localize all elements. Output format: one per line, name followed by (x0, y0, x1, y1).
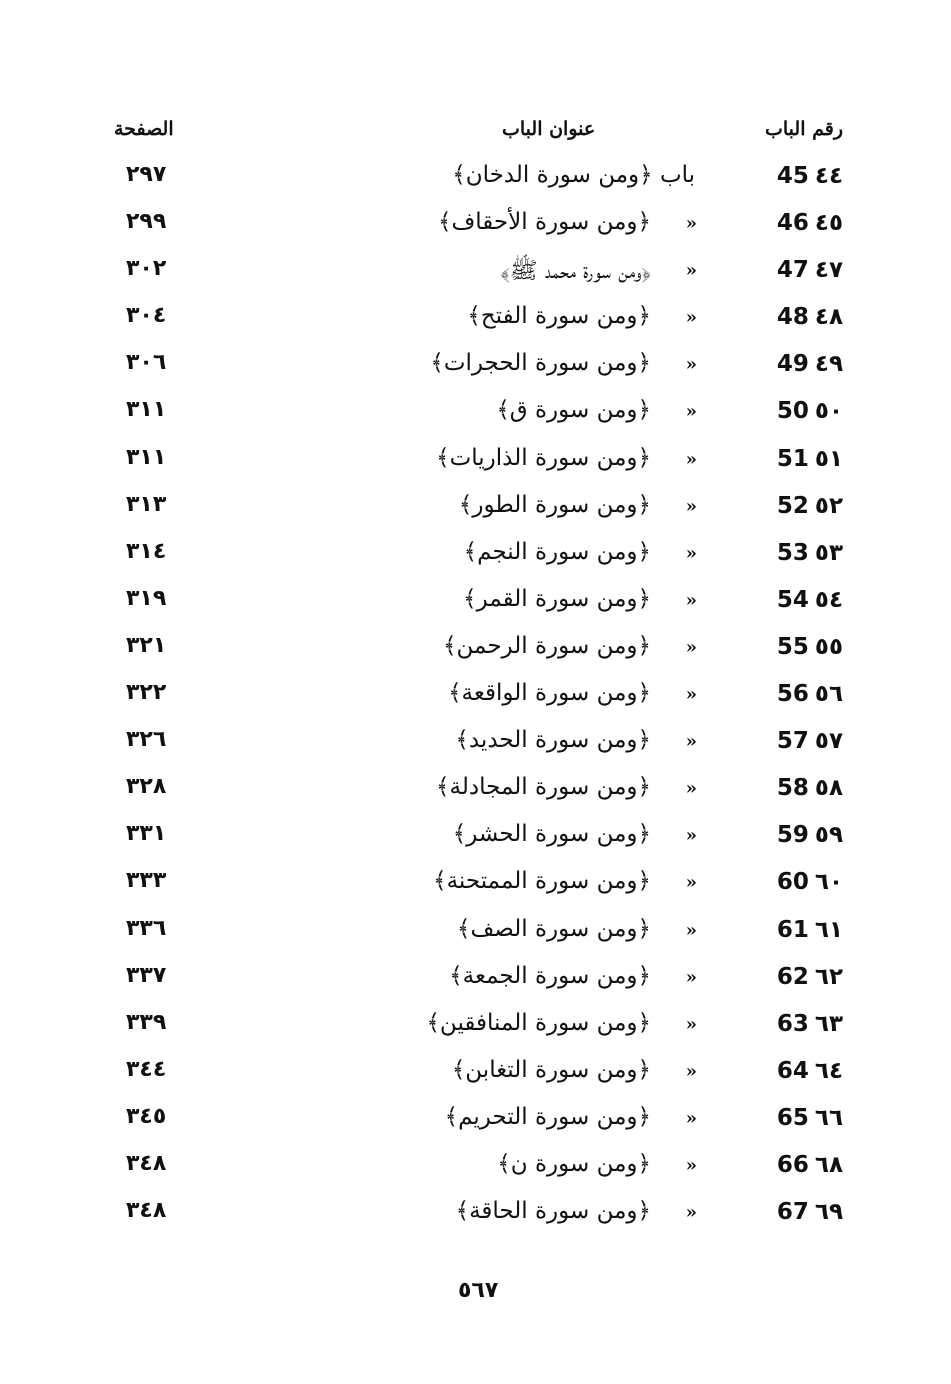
table-row (0, 580, 951, 627)
chapter-number-arabic: ٥٣ (814, 539, 843, 566)
chapter-title: ﴿ومن سورة الطور﴾ (458, 491, 651, 518)
ditto-mark: « (685, 213, 697, 235)
chapter-number (777, 1104, 843, 1131)
page-number: ٢٩٩ (126, 209, 167, 235)
chapter-number (777, 397, 843, 424)
ditto-mark: « (685, 1060, 697, 1082)
chapter-number-arabic: ٦٩ (814, 1199, 843, 1226)
page-number: ٣٠٤ (126, 303, 167, 329)
chapter-number-arabic: ٦١ (814, 916, 843, 943)
chapter-number-latin: 49 (776, 351, 809, 378)
chapter-number-arabic: ٥٢ (814, 492, 843, 519)
chapter-number (777, 303, 843, 330)
chapter-title: ﴿ومن سورة الرحمن﴾ (443, 632, 651, 659)
ditto-mark: « (685, 401, 697, 423)
ditto-mark: « (685, 731, 697, 753)
page-number: ٣٤٤ (126, 1056, 167, 1082)
footer-page-number: ٥٦٧ (458, 1278, 499, 1303)
chapter-number-latin: 55 (776, 633, 809, 660)
table-row (0, 1192, 951, 1239)
chapter-title: ﴿ومن سورة التحريم﴾ (444, 1103, 651, 1130)
ditto-mark: « (685, 448, 697, 470)
ditto-mark: « (685, 495, 697, 517)
chapter-number-latin: 47 (776, 257, 809, 284)
table-header (0, 118, 951, 148)
chapter-number (777, 539, 843, 566)
ditto-mark: « (685, 1107, 697, 1129)
chapter-number-latin: 58 (776, 775, 809, 802)
table-row (0, 957, 951, 1004)
page-number: ٣٢٢ (126, 680, 167, 706)
chapter-number (777, 963, 843, 990)
page-number: ٣٢٦ (126, 727, 167, 753)
chapter-title: ﴿ومن سورة الممتحنة﴾ (433, 868, 651, 895)
chapter-number-latin: 62 (776, 963, 809, 990)
table-row (0, 627, 951, 674)
table-row (0, 721, 951, 768)
chapter-number-latin: 50 (776, 398, 809, 425)
chapter-title: باب ﴿ومن سورة الدخان﴾ (452, 162, 695, 188)
header-page: الصفحة (114, 118, 174, 140)
chapter-number-arabic: ٥٩ (814, 822, 843, 849)
chapter-number (777, 680, 843, 707)
chapter-number (777, 162, 843, 189)
page-number: ٣١٤ (126, 538, 167, 564)
chapter-number (777, 256, 843, 283)
chapter-title: ﴿ومن سورة الواقعة﴾ (448, 680, 651, 707)
page-number: ٣٤٥ (126, 1103, 167, 1129)
table-row (0, 391, 951, 438)
page-number: ٢٩٧ (126, 162, 167, 187)
page-number: ٣١٣ (126, 491, 167, 517)
chapter-number-arabic: ٥٥ (814, 633, 843, 660)
chapter-title: ﴿ومن سورة ن﴾ (497, 1150, 651, 1177)
ditto-mark: « (685, 1154, 697, 1176)
chapter-number (777, 586, 843, 613)
ditto-mark: « (685, 542, 697, 564)
chapter-number (777, 916, 843, 943)
chapter-title: ﴿ومن سورة الصف﴾ (457, 915, 651, 942)
chapter-title: ﴿ومن سورة الذاريات﴾ (436, 444, 651, 471)
chapter-number-arabic: ٥٧ (814, 728, 843, 755)
chapter-number (777, 209, 843, 236)
page-number: ٣٣١ (126, 821, 167, 847)
table-row (0, 1051, 951, 1098)
chapter-number-latin: 51 (776, 445, 809, 472)
chapter-number-latin: 64 (776, 1057, 809, 1084)
page-number: ٣١١ (126, 397, 167, 423)
header-chapter-title: عنوان الباب (502, 118, 596, 140)
chapter-number-arabic: ٤٤ (814, 163, 843, 189)
page-number: ٣١١ (126, 444, 167, 470)
chapter-number (777, 633, 843, 660)
table-row (0, 297, 951, 344)
chapter-title: ﴿ومن سورة الحاقة﴾ (455, 1198, 651, 1225)
chapter-number-arabic: ٦٤ (814, 1057, 843, 1084)
chapter-number-arabic: ٦٦ (814, 1104, 843, 1131)
chapter-number-latin: 53 (776, 539, 809, 566)
chapter-number-latin: 60 (776, 869, 809, 896)
chapter-number-latin: 57 (776, 728, 809, 755)
chapter-title: ﴿ومن سورة المجادلة﴾ (436, 774, 651, 801)
ditto-mark: « (685, 872, 697, 894)
chapter-number-latin: 66 (776, 1151, 809, 1178)
ditto-mark: « (685, 354, 697, 376)
chapter-number-latin: 52 (776, 492, 809, 519)
table-of-contents (0, 156, 951, 1239)
page-number: ٣٤٨ (126, 1198, 167, 1224)
chapter-number-latin: 65 (776, 1104, 809, 1131)
chapter-number-arabic: ٦٨ (814, 1151, 843, 1178)
table-row (0, 1098, 951, 1145)
page-number: ٣٣٧ (126, 962, 167, 988)
ditto-mark: « (685, 636, 697, 658)
ditto-mark: « (685, 260, 697, 282)
chapter-title: ﴿ومن سورة النجم﴾ (463, 538, 651, 565)
chapter-number-arabic: ٤٧ (814, 257, 843, 284)
page-number: ٣٠٦ (126, 350, 167, 376)
page-number: ٣٤٨ (126, 1150, 167, 1176)
chapter-number (777, 1198, 843, 1225)
table-row (0, 156, 951, 203)
chapter-number-latin: 67 (776, 1199, 809, 1226)
table-row (0, 439, 951, 486)
chapter-number (777, 1151, 843, 1178)
chapter-title: ﴿ومن سورة المنافقين﴾ (426, 1009, 651, 1036)
ditto-mark: « (685, 966, 697, 988)
chapter-number-arabic: ٦٣ (814, 1010, 843, 1037)
table-row (0, 1004, 951, 1051)
chapter-number-arabic: ٥١ (814, 445, 843, 472)
chapter-title: ﴿ومن سورة ق﴾ (496, 397, 651, 424)
ditto-mark: « (685, 778, 697, 800)
chapter-number-latin: 56 (776, 681, 809, 708)
chapter-number (777, 868, 843, 895)
page-number: ٣٢٨ (126, 774, 167, 800)
chapter-number (777, 774, 843, 801)
chapter-title: ﴿ومن سورة التغابن﴾ (451, 1056, 651, 1083)
chapter-number-arabic: ٤٨ (814, 304, 843, 331)
chapter-number (777, 821, 843, 848)
ditto-mark: « (685, 919, 697, 941)
table-row (0, 1145, 951, 1192)
chapter-title: ﴿ومن سورة القمر﴾ (463, 585, 651, 612)
chapter-number-arabic: ٥٠ (814, 398, 843, 425)
chapter-number-arabic: ٥٦ (814, 681, 843, 708)
ditto-mark: « (685, 589, 697, 611)
page-number: ٣٠٢ (126, 256, 167, 282)
chapter-number (777, 492, 843, 519)
page-number: ٣١٩ (126, 585, 167, 611)
chapter-number-latin: 45 (776, 163, 809, 189)
table-row (0, 203, 951, 250)
table-row (0, 344, 951, 391)
table-row (0, 815, 951, 862)
header-chapter-number: رقم الباب (765, 118, 843, 140)
chapter-number (777, 445, 843, 472)
ditto-mark: « (685, 307, 697, 329)
chapter-title: ﴿ومن سورة الحجرات﴾ (430, 350, 651, 377)
chapter-number (777, 727, 843, 754)
chapter-number-latin: 46 (776, 210, 809, 237)
chapter-number (777, 1057, 843, 1084)
chapter-number-latin: 63 (776, 1010, 809, 1037)
chapter-number (777, 1010, 843, 1037)
chapter-number-arabic: ٥٤ (814, 586, 843, 613)
chapter-title: ﴿ومن سورة الجمعة﴾ (449, 962, 651, 989)
ditto-mark: « (685, 684, 697, 706)
table-row (0, 250, 951, 297)
chapter-number-latin: 48 (776, 304, 809, 331)
chapter-number-latin: 59 (776, 822, 809, 849)
chapter-number-arabic: ٥٨ (814, 775, 843, 802)
table-row (0, 674, 951, 721)
chapter-number-arabic: ٤٥ (814, 210, 843, 237)
chapter-title: ﴿ومن سورة الحديد﴾ (455, 727, 651, 754)
chapter-title: ﴿ومن سورة محمد ﷺ﴾ (500, 258, 651, 285)
ditto-mark: « (685, 825, 697, 847)
table-row (0, 768, 951, 815)
chapter-number-arabic: ٦٢ (814, 963, 843, 990)
chapter-number-arabic: ٦٠ (814, 869, 843, 896)
page-number: ٣٣٣ (126, 868, 167, 894)
chapter-title: ﴿ومن سورة الأحقاف﴾ (437, 209, 651, 236)
chapter-title: ﴿ومن سورة الفتح﴾ (467, 303, 651, 330)
chapter-number-latin: 54 (776, 586, 809, 613)
chapter-number (777, 350, 843, 377)
page-number: ٣٣٦ (126, 915, 167, 941)
table-row (0, 910, 951, 957)
table-row (0, 862, 951, 909)
ditto-mark: « (685, 1013, 697, 1035)
chapter-number-arabic: ٤٩ (814, 351, 843, 378)
table-row (0, 533, 951, 580)
chapter-number-latin: 61 (776, 916, 809, 943)
table-row (0, 486, 951, 533)
ditto-mark: « (685, 1202, 697, 1224)
chapter-title: ﴿ومن سورة الحشر﴾ (452, 821, 651, 848)
page-number: ٣٣٩ (126, 1009, 167, 1035)
page-number: ٣٢١ (126, 632, 167, 658)
